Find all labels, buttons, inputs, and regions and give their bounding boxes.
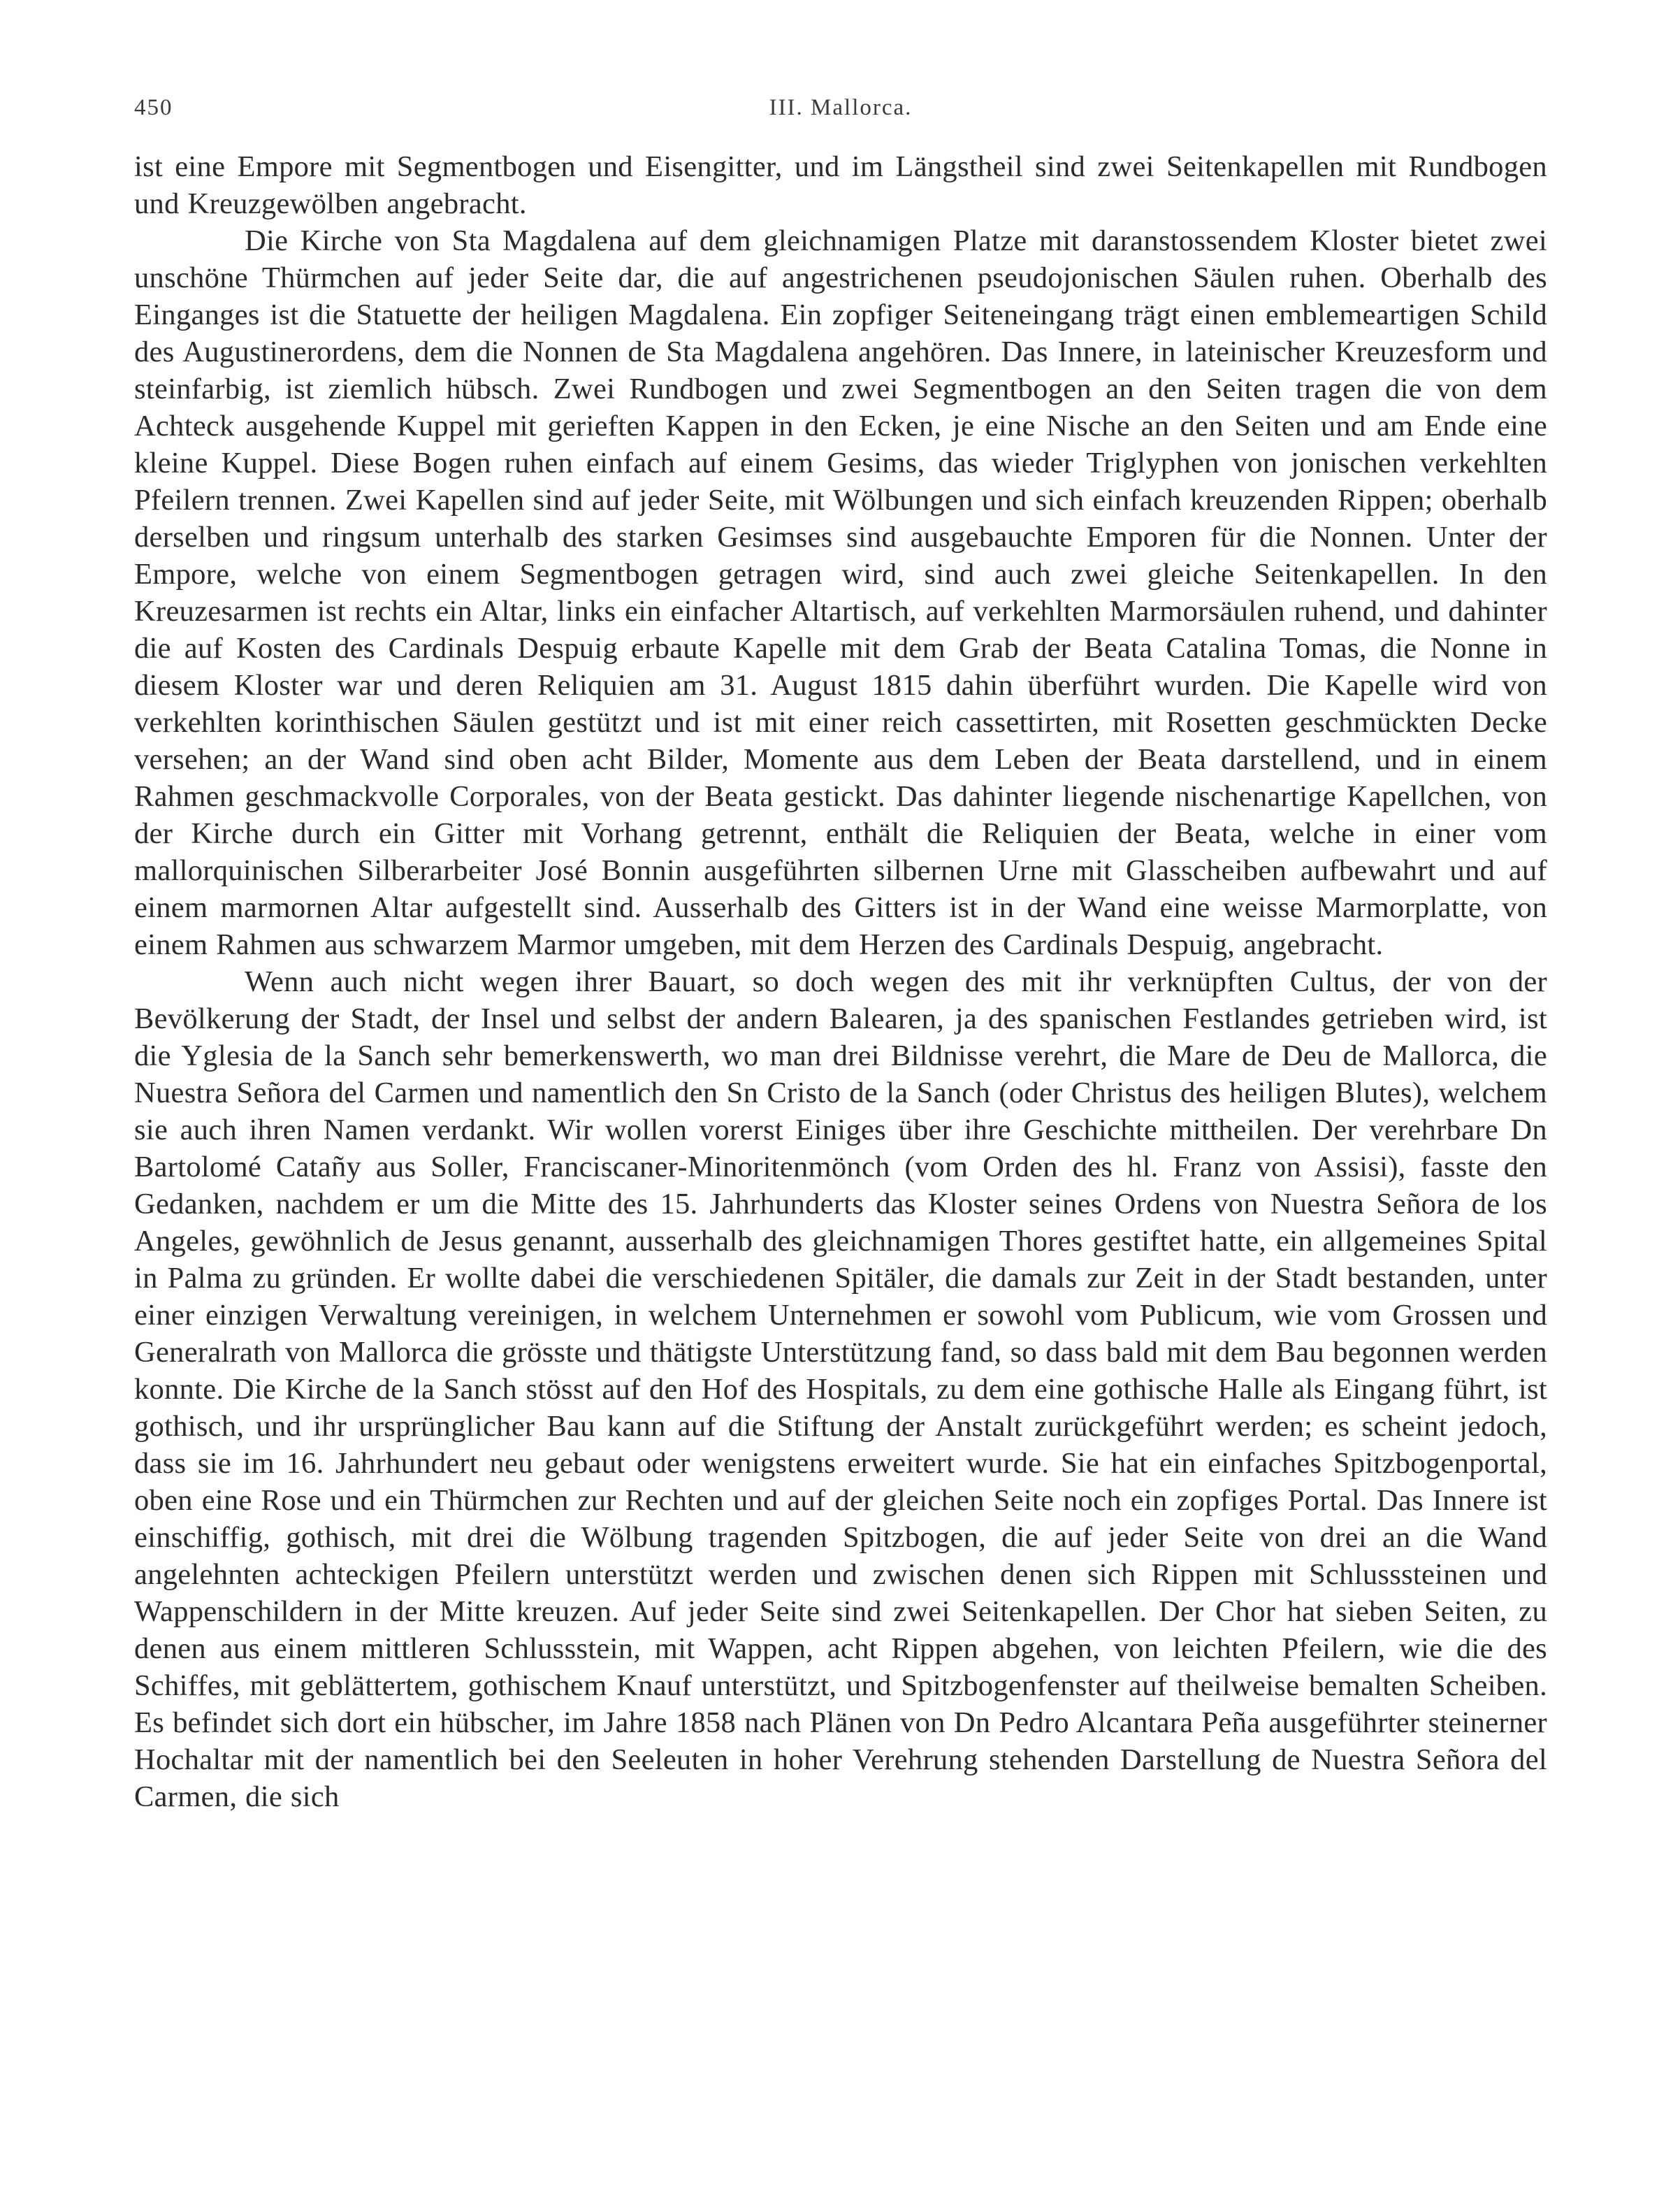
paragraph-sanch: Wenn auch nicht wegen ihrer Bauart, so doch wegen des mit ihr verknüpften Cultus, der von der Bevölkerung der Stadt, der Insel und selbst der andern Balearen, ja des spanischen Festlandes getrieben wird, ist die Yglesia de la Sanch sehr bemerkenswerth, wo man drei Bildnisse verehrt, die Mare de Deu de Mallorca, die Nuestra Señora del Carmen und namentlich den Sn Cristo de la Sanch (oder Christus des heiligen Blutes), welchem sie auch ihren Namen verdankt. Wir wollen vorerst Einiges über ihre Geschichte mittheilen. Der verehrbare Dn Bartolomé Catañy aus Soller, Franciscaner-Minoritenmönch (vom Orden des hl. Franz von Assisi), fasste den Gedanken, nachdem er um die Mitte des 15. Jahrhunderts das Kloster seines Ordens von Nuestra Señora de los Angeles, gewöhnlich de Jesus genannt, ausserhalb des gleichnamigen Thores gestiftet hatte, ein allgemeines Spital in Palma zu gründen. Er wollte dabei die verschiedenen Spitäler, die damals zur Zeit in der Stadt bestanden, unter einer einzigen Verwaltung vereinigen, in welchem Unternehmen er sowohl vom Publicum, wie vom Grossen und Generalrath von Mallorca die grösste und thätigste Unterstützung fand, so dass bald mit dem Bau begonnen werden konnte. Die Kirche de la Sanch stösst auf den Hof des Hospitals, zu dem eine gothische Halle als Eingang führt, ist gothisch, und ihr ursprünglicher Bau kann auf die Stiftung der Anstalt zurückgeführt werden; es scheint jedoch, dass sie im 16. Jahrhundert neu gebaut oder wenigstens erweitert wurde. Sie hat ein einfaches Spitzbogenportal, oben eine Rose und ein Thürmchen zur Rechten und auf der gleichen Seite noch ein zopfiges Portal. Das Innere ist einschiffig, gothisch, mit drei die Wölbung tragenden Spitzbogen, die auf jeder Seite von drei an die Wand angelehnten achteckigen Pfeilern unterstützt werden und zwischen denen sich Rippen mit Schlusssteinen und Wappenschildern in der Mitte kreuzen. Auf jeder Seite sind zwei Seitenkapellen. Der Chor hat sieben Seiten, zu denen aus einem mittleren Schlussstein, mit Wappen, acht Rippen abgehen, von leichten Pfeilern, wie die des Schiffes, mit geblättertem, gothischem Knauf unterstützt, und Spitzbogenfenster auf theilweise bemalten Scheiben. Es befindet sich dort ein hübscher, im Jahre 1858 nach Plänen von Dn Pedro Alcantara Peña ausgeführter steinerner Hochaltar mit der namentlich bei den Seeleuten in hoher Verehrung stehenden Darstellung de Nuestra Señora del Carmen, die sich [134, 965, 1547, 1813]
page-number: 450 [134, 95, 173, 120]
body-text [134, 148, 1547, 1815]
running-head [134, 95, 1547, 137]
book-page [134, 95, 1547, 1815]
running-title: III. Mallorca. [769, 95, 913, 120]
paragraph-magdalena: Die Kirche von Sta Magdalena auf dem gleichnamigen Platze mit daranstossendem Kloster bietet zwei unschöne Thürmchen auf jeder Seite dar, die auf angestrichenen pseudojonischen Säulen ruhen. Oberhalb des Einganges ist die Statuette der heiligen Magdalena. Ein zopfiger Seiteneingang trägt einen emblemeartigen Schild des Augustinerordens, dem die Nonnen de Sta Magdalena angehören. Das Innere, in lateinischer Kreuzesform und steinfarbig, ist ziemlich hübsch. Zwei Rundbogen und zwei Segmentbogen an den Seiten tragen die von dem Achteck ausgehende Kuppel mit gerieften Kappen in den Ecken, je eine Nische an den Seiten und am Ende eine kleine Kuppel. Diese Bogen ruhen einfach auf einem Gesims, das wieder Triglyphen von jonischen verkehlten Pfeilern trennen. Zwei Kapellen sind auf jeder Seite, mit Wölbungen und sich einfach kreuzenden Rippen; oberhalb derselben und ringsum unterhalb des starken Gesimses sind ausgebauchte Emporen für die Nonnen. Unter der Empore, welche von einem Segmentbogen getragen wird, sind auch zwei gleiche Seitenkapellen. In den Kreuzesarmen ist rechts ein Altar, links ein einfacher Altartisch, auf verkehlten Marmorsäulen ruhend, und dahinter die auf Kosten des Cardinals Despuig erbaute Kapelle mit dem Grab der Beata Catalina Tomas, die Nonne in diesem Kloster war und deren Reliquien am 31. August 1815 dahin überführt wurden. Die Kapelle wird von verkehlten korinthischen Säulen gestützt und ist mit einer reich cassettirten, mit Rosetten geschmückten Decke versehen; an der Wand sind oben acht Bilder, Momente aus dem Leben der Beata darstellend, und in einem Rahmen geschmackvolle Corporales, von der Beata gestickt. Das dahinter liegende nischenartige Kapellchen, von der Kirche durch ein Gitter mit Vorhang getrennt, enthält die Reliquien der Beata, welche in einer vom mallorquinischen Silberarbeiter José Bonnin ausgeführten silbernen Urne mit Glasscheiben aufbewahrt und auf einem marmornen Altar aufgestellt sind. Ausserhalb des Gitters ist in der Wand eine weisse Marmorplatte, von einem Rahmen aus schwarzem Marmor umgeben, mit dem Herzen des Cardinals Despuig, angebracht. [134, 224, 1547, 961]
paragraph-continuation: ist eine Empore mit Segmentbogen und Eisengitter, und im Längstheil sind zwei Seitenkapellen mit Rundbogen und Kreuzgewölben angebracht. [134, 150, 1547, 220]
